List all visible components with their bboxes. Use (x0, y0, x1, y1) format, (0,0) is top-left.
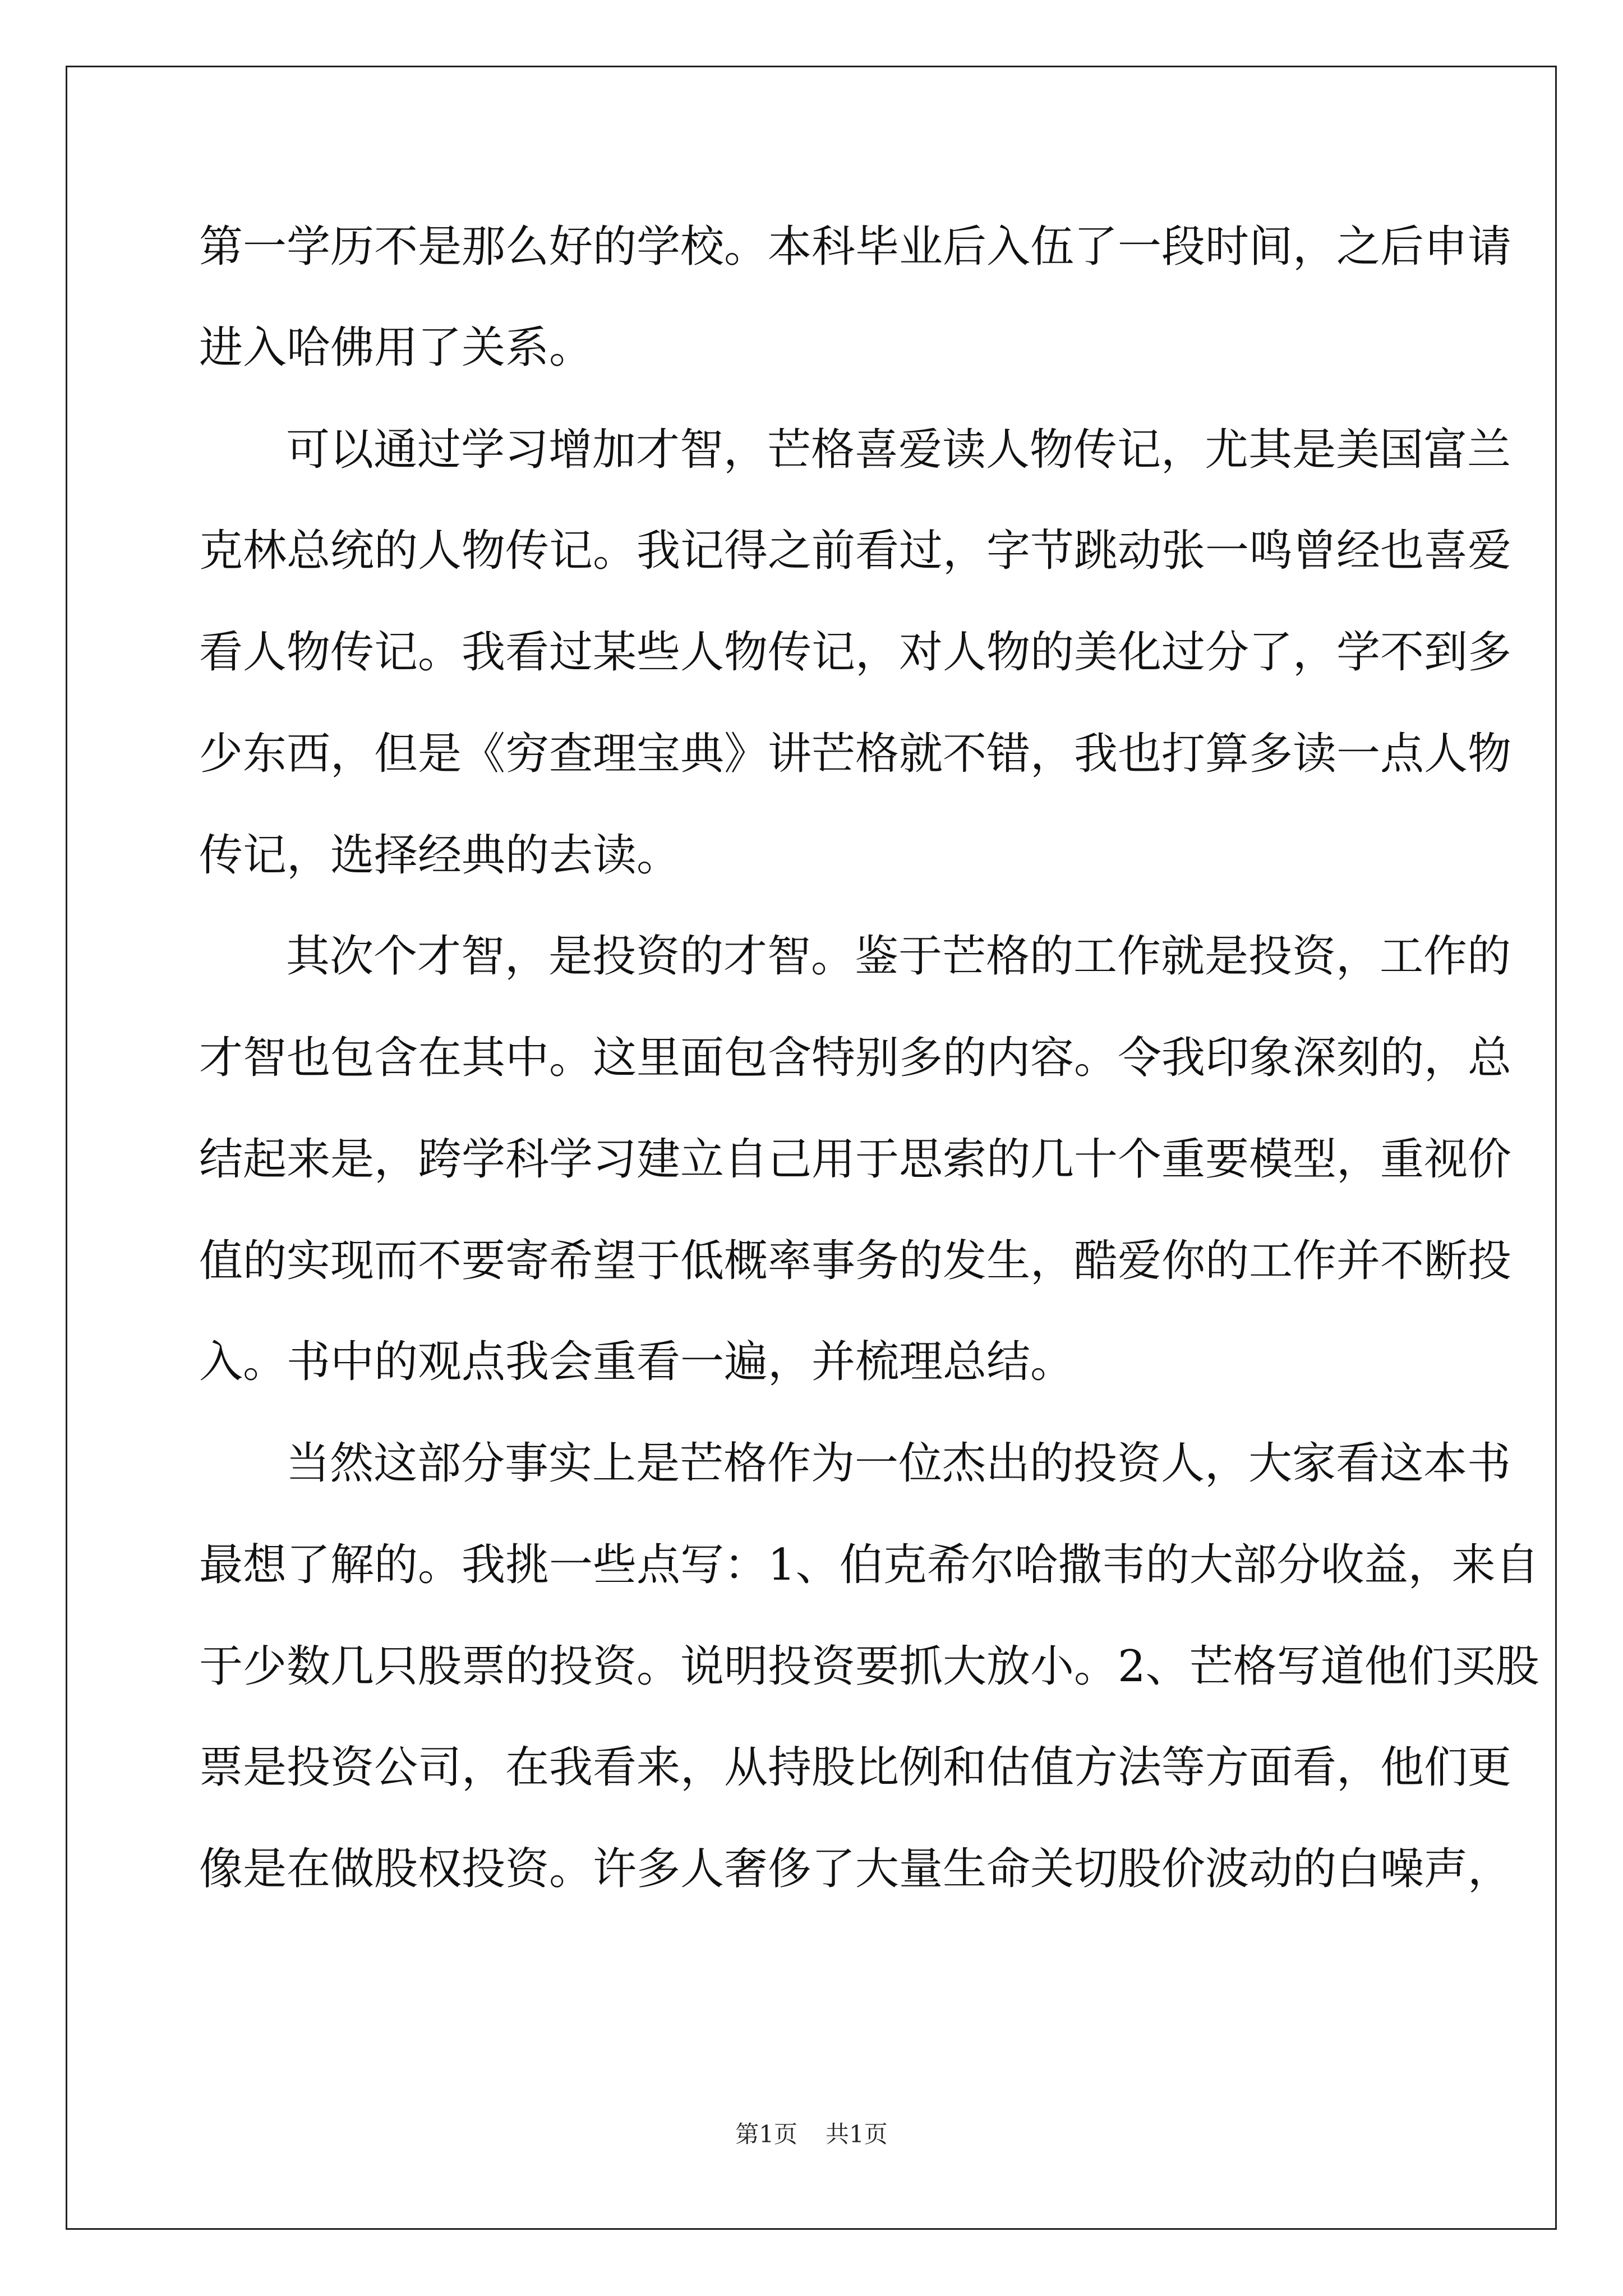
text-line: 像是在做股权投资。许多人奢侈了大量生命关切股价波动的白噪声， (199, 1844, 1512, 1894)
text-line: 少东西，但是《穷查理宝典》讲芒格就不错，我也打算多读一点人物 (199, 729, 1512, 779)
text-line: 其次个才智，是投资的才智。鉴于芒格的工作就是投资，工作的 (286, 931, 1511, 982)
text-line: 值的实现而不要寄希望于低概率事务的发生，酷爱你的工作并不断投 (199, 1236, 1512, 1286)
text-line: 票是投资公司，在我看来，从持股比例和估值方法等方面看，他们更 (199, 1742, 1512, 1793)
text-line: 入。书中的观点我会重看一遍，并梳理总结。 (199, 1337, 1075, 1387)
text-line: 第一学历不是那么好的学校。本科毕业后入伍了一段时间，之后申请 (199, 222, 1512, 272)
text-line: 结起来是，跨学科学习建立自己用于思索的几十个重要模型，重视价 (199, 1134, 1512, 1185)
text-line: 看人物传记。我看过某些人物传记，对人物的美化过分了，学不到多 (199, 627, 1512, 678)
text-line: 最想了解的。我挑一些点写：1、伯克希尔哈撒韦的大部分收益，来自 (199, 1540, 1539, 1590)
page-total: 共1页 (826, 2120, 888, 2148)
text-line: 传记，选择经典的去读。 (199, 830, 681, 881)
text-line: 可以通过学习增加才智，芒格喜爱读人物传记，尤其是美国富兰 (286, 425, 1511, 475)
text-line: 克林总统的人物传记。我记得之前看过，字节跳动张一鸣曾经也喜爱 (199, 526, 1512, 576)
page-footer (0, 2118, 1623, 2151)
text-line: 进入哈佛用了关系。 (199, 323, 593, 373)
text-line: 当然这部分事实上是芒格作为一位杰出的投资人，大家看这本书 (286, 1438, 1511, 1489)
text-line: 于少数几只股票的投资。说明投资要抓大放小。2、芒格写道他们买股 (199, 1641, 1539, 1692)
text-line: 才智也包含在其中。这里面包含特别多的内容。令我印象深刻的，总 (199, 1033, 1512, 1083)
page-number: 第1页 (735, 2120, 797, 2148)
